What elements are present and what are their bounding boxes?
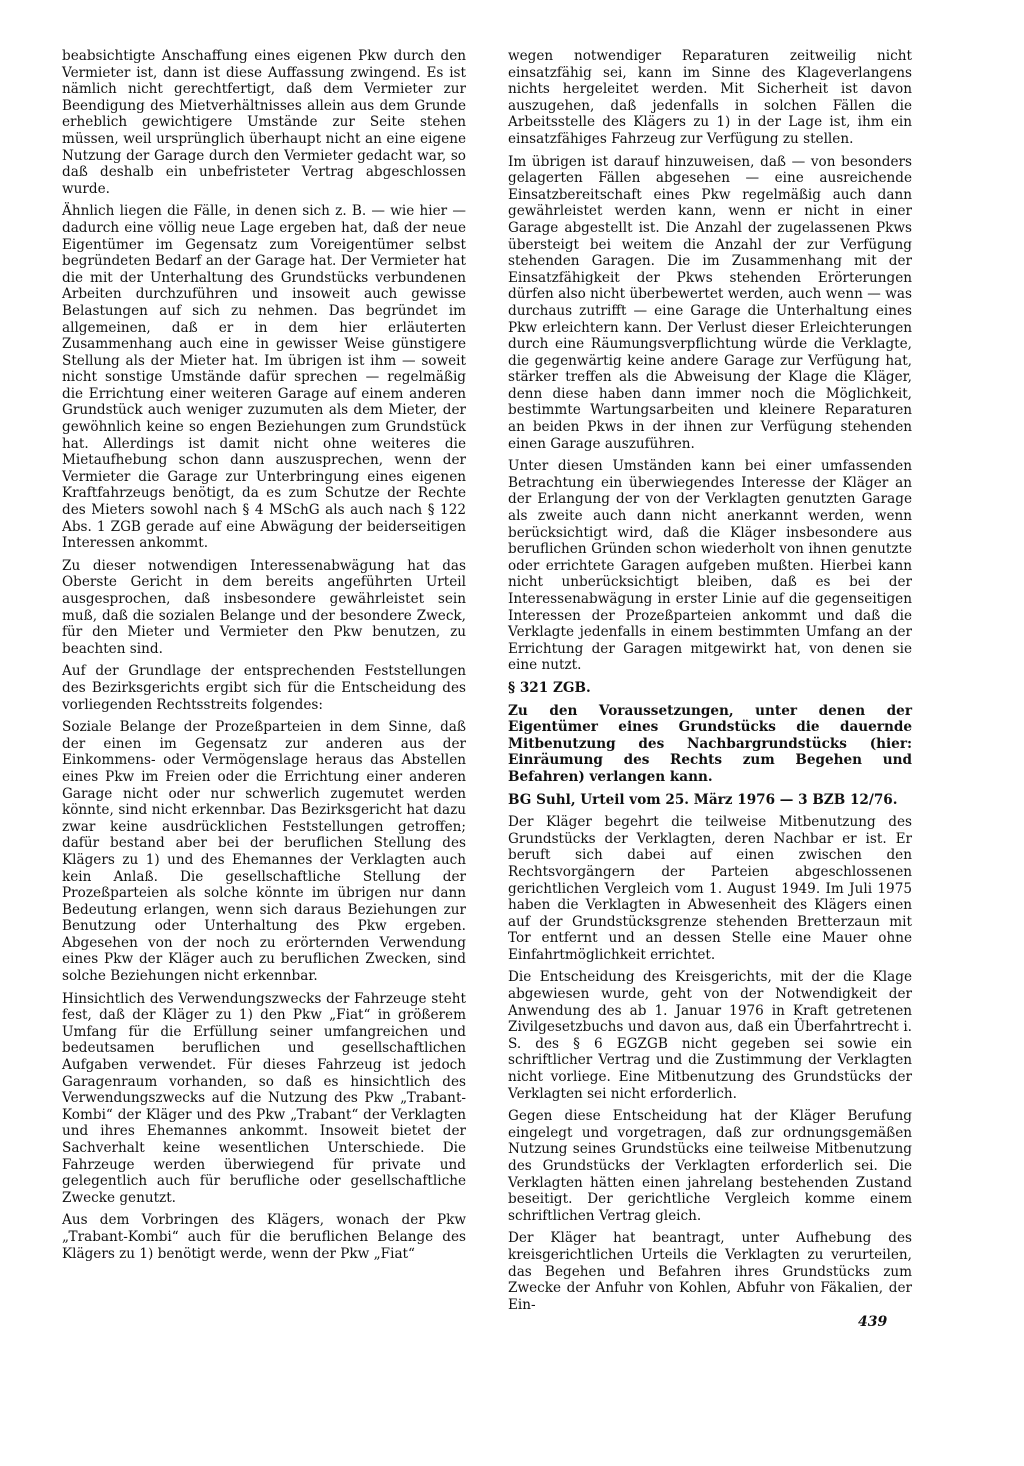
- paragraph: Auf der Grundlage der entsprechenden Feststellungen des Bezirksgerichts ergibt sich für die Entscheidung des vorliegenden Rechtsstreits folgendes:: [62, 663, 466, 713]
- paragraph: Soziale Belange der Prozeßparteien in dem Sinne, daß der einen im Gegensatz zur anderen aus der Einkommens- oder Vermögenslage heraus das Abstellen eines Pkw im Freien oder die Errichtung einer anderen Garage nicht oder nur schwerlich zugemutet werden könnte, sind nicht erkennbar. Das Bezirksgericht hat dazu zwar keine ausdrücklichen Feststellungen getroffen; dafür bestand aber bei der beruflichen Stellung des Klägers zu 1) und des Ehemannes der Verklagten auch kein Anlaß. Die gesellschaftliche Stellung der Prozeßparteien als solche könnte im übrigen nur dann Bedeutung erlangen, wenn sich daraus Beziehungen zur Benutzung oder Unterhaltung des Pkw ergeben. Abgesehen von der noch zu erörternden Verwendung eines Pkw der Kläger auch zu beruflichen Zwecken, sind solche Beziehungen nicht erkennbar.: [62, 719, 466, 985]
- paragraph: beabsichtigte Anschaffung eines eigenen Pkw durch den Vermieter ist, dann ist diese Auffassung zwingend. Es ist nämlich nicht gerechtfertigt, daß dem Vermieter zur Beendigung des Mietverhältnisses allein aus dem Grunde erheblich gewichtigere Umstände zur Seite stehen müssen, weil ursprünglich überhaupt nicht an eine eigene Nutzung der Garage durch den Vermieter gedacht war, so daß deshalb ein unbefristeter Vertrag abgeschlossen wurde.: [62, 48, 466, 197]
- paragraph: Der Kläger hat beantragt, unter Aufhebung des kreisgerichtlichen Urteils die Verklagten zu verurteilen, das Begehen und Befahren ihres Grundstücks zum Zwecke der Anfuhr von Kohlen, Abfuhr von Fäkalien, der Ein-: [508, 1230, 912, 1313]
- paragraph: Aus dem Vorbringen des Klägers, wonach der Pkw „Trabant-Kombi“ auch für die beruflichen Belange des Klägers zu 1) benötigt werde, wenn der Pkw „Fiat“: [62, 1212, 466, 1262]
- paragraph: Unter diesen Umständen kann bei einer umfassenden Betrachtung ein überwiegendes Interesse der Kläger an der Erlangung der von der Verklagten genutzten Garage als zweite auch dann nicht anerkannt werden, wenn berücksichtigt wird, daß die Kläger insbesondere aus beruflichen Gründen schon wiederholt von ihnen genutzte oder errichtete Garagen aufgeben mußten. Hierbei kann nicht unberücksichtigt bleiben, daß es bei der Interessenabwägung in erster Linie auf die gegenseitigen Interessen der Prozeßparteien ankommt und daß die Verklagte jedenfalls in einem bestimmten Umfang an der Errichtung der Garagen mitgewirkt hat, von denen sie eine nutzt.: [508, 458, 912, 674]
- paragraph: Zu dieser notwendigen Interessenabwägung hat das Oberste Gericht in dem bereits angeführten Urteil ausgesprochen, daß insbesondere gewährleistet sein muß, daß die sozialen Belange und der besondere Zweck, für den Mieter und Vermieter den Pkw benutzen, zu beachten sind.: [62, 557, 466, 657]
- paragraph: wegen notwendiger Reparaturen zeitweilig nicht einsatzfähig sei, kann im Sinne des Klageverlangens nichts hergeleitet werden. Mit Sicherheit ist davon auszugehen, daß jedenfalls in solchen Fällen die Arbeitsstelle des Klägers zu 1) in der Lage ist, ihm ein einsatzfähiges Fahrzeug zur Verfügung zu stellen.: [508, 48, 912, 147]
- lead-sentence: Zu den Voraussetzungen, unter denen der Eigentümer eines Grundstücks die dauernde Mitbenutzung des Nachbargrundstücks (hier: Einräumung des Rechts zum Begehen und Befahren) verlangen kann.: [508, 702, 912, 785]
- right-column: [508, 48, 912, 1319]
- paragraph: Die Entscheidung des Kreisgerichts, mit der die Klage abgewiesen wurde, geht von der Notwendigkeit der Anwendung des ab 1. Januar 1976 in Kraft getretenen Zivilgesetzbuchs und davon aus, daß ein Überfahrtrecht i. S. des § 6 EGZGB nicht gegeben sei sowie ein schriftlicher Vertrag und die Zustimmung der Verklagten nicht vorliege. Eine Mitbenutzung des Grundstücks der Verklagten sei nicht erforderlich.: [508, 969, 912, 1102]
- paragraph: Ähnlich liegen die Fälle, in denen sich z. B. — wie hier — dadurch eine völlig neue Lage ergeben hat, daß der neue Eigentümer im Gegensatz zum Voreigentümer selbst begründeten Bedarf an der Garage hat. Der Vermieter hat die mit der Unterhaltung des Grundstücks verbundenen Arbeiten durchzuführen und insoweit auch gewisse Belastungen auf sich zu nehmen. Das begründet im allgemeinen, daß er in dem hier erläuterten Zusammenhang auch eine in gewisser Weise günstigere Stellung als der Mieter hat. Im übrigen ist ihm — soweit nicht sonstige Umstände dafür sprechen — regelmäßig die Errichtung einer weiteren Garage auf einem anderen Grundstück auch weniger zuzumuten als dem Mieter, der gewöhnlich keine so engen Beziehungen zum Grundstück hat. Allerdings ist damit nicht ohne weiteres die Mietaufhebung schon dann auszusprechen, wenn der Vermieter die Garage zur Unterbringung eines eigenen Kraftfahrzeugs benötigt, da es zum Schutze der Rechte des Mieters sowohl nach § 4 MSchG als auch nach § 122 Abs. 1 ZGB gerade auf eine Abwägung der beiderseitigen Interessen ankommt.: [62, 203, 466, 552]
- page-number: 439: [858, 1314, 888, 1330]
- paragraph: Der Kläger begehrt die teilweise Mitbenutzung des Grundstücks der Verklagten, deren Nachbar er ist. Er beruft sich dabei auf einen zwischen den Rechtsvorgängern der Parteien abgeschlossenen gerichtlichen Vergleich vom 1. August 1949. Im Juli 1975 haben die Verklagten in Abwesenheit des Klägers einen auf der Grundstücksgrenze stehenden Bretterzaun mit Tor entfernt und an dessen Stelle eine Mauer ohne Einfahrtmöglichkeit errichtet.: [508, 814, 912, 963]
- court-citation: BG Suhl, Urteil vom 25. März 1976 — 3 BZB 12/76.: [508, 791, 898, 808]
- paragraph: Im übrigen ist darauf hinzuweisen, daß — von besonders gelagerten Fällen abgesehen — eine ausreichende Einsatzbereitschaft eines Pkw regelmäßig auch dann gewährleistet werden kann, wenn er nicht in einer Garage abgestellt ist. Die Anzahl der zugelassenen Pkws übersteigt bei weitem die Anzahl der zur Verfügung stehenden Garagen. Die im Zusammenhang mit der Einsatzfähigkeit der Pkws stehenden Erörterungen dürfen also nicht überbewertet werden, auch wenn — was durchaus zutrifft — eine Garage die Unterhaltung eines Pkw erleichtern kann. Der Verlust dieser Erleichterungen durch eine Räumungsverpflichtung würde die Verklagte, die gegenwärtig keine andere Garage zur Verfügung hat, stärker treffen als die Abweisung der Klage die Kläger, denn diese haben dann immer noch die Möglichkeit, bestimmte Wartungsarbeiten und kleinere Reparaturen an beiden Pkws in der ihnen zur Verfügung stehenden einen Garage auszuführen.: [508, 153, 912, 452]
- left-column: [62, 48, 466, 1268]
- section-heading: § 321 ZGB.: [508, 679, 591, 696]
- paragraph: Hinsichtlich des Verwendungszwecks der Fahrzeuge steht fest, daß der Kläger zu 1) den Pkw „Fiat“ in größerem Umfang für die Erfüllung seiner umfangreichen und bedeutsamen beruflichen und gesellschaftlichen Aufgaben verwendet. Für dieses Fahrzeug ist jedoch Garagenraum vorhanden, so daß es hinsichtlich des Verwendungszwecks auf die Nutzung des Pkw „Trabant-Kombi“ der Kläger und des Pkw „Trabant“ der Verklagten und ihres Ehemannes ankommt. Insoweit bietet der Sachverhalt keine wesentlichen Unterschiede. Die Fahrzeuge werden überwiegend für private und gelegentlich auch für berufliche oder gesellschaftliche Zwecke genutzt.: [62, 990, 466, 1206]
- paragraph: Gegen diese Entscheidung hat der Kläger Berufung eingelegt und vorgetragen, daß zur ordnungsgemäßen Nutzung seines Grundstücks eine teilweise Mitbenutzung des Grundstücks der Verklagten erforderlich sei. Die Verklagten hätten einen jahrelang bestehenden Zustand beseitigt. Der gerichtliche Vergleich komme einem schriftlichen Vertrag gleich.: [508, 1108, 912, 1224]
